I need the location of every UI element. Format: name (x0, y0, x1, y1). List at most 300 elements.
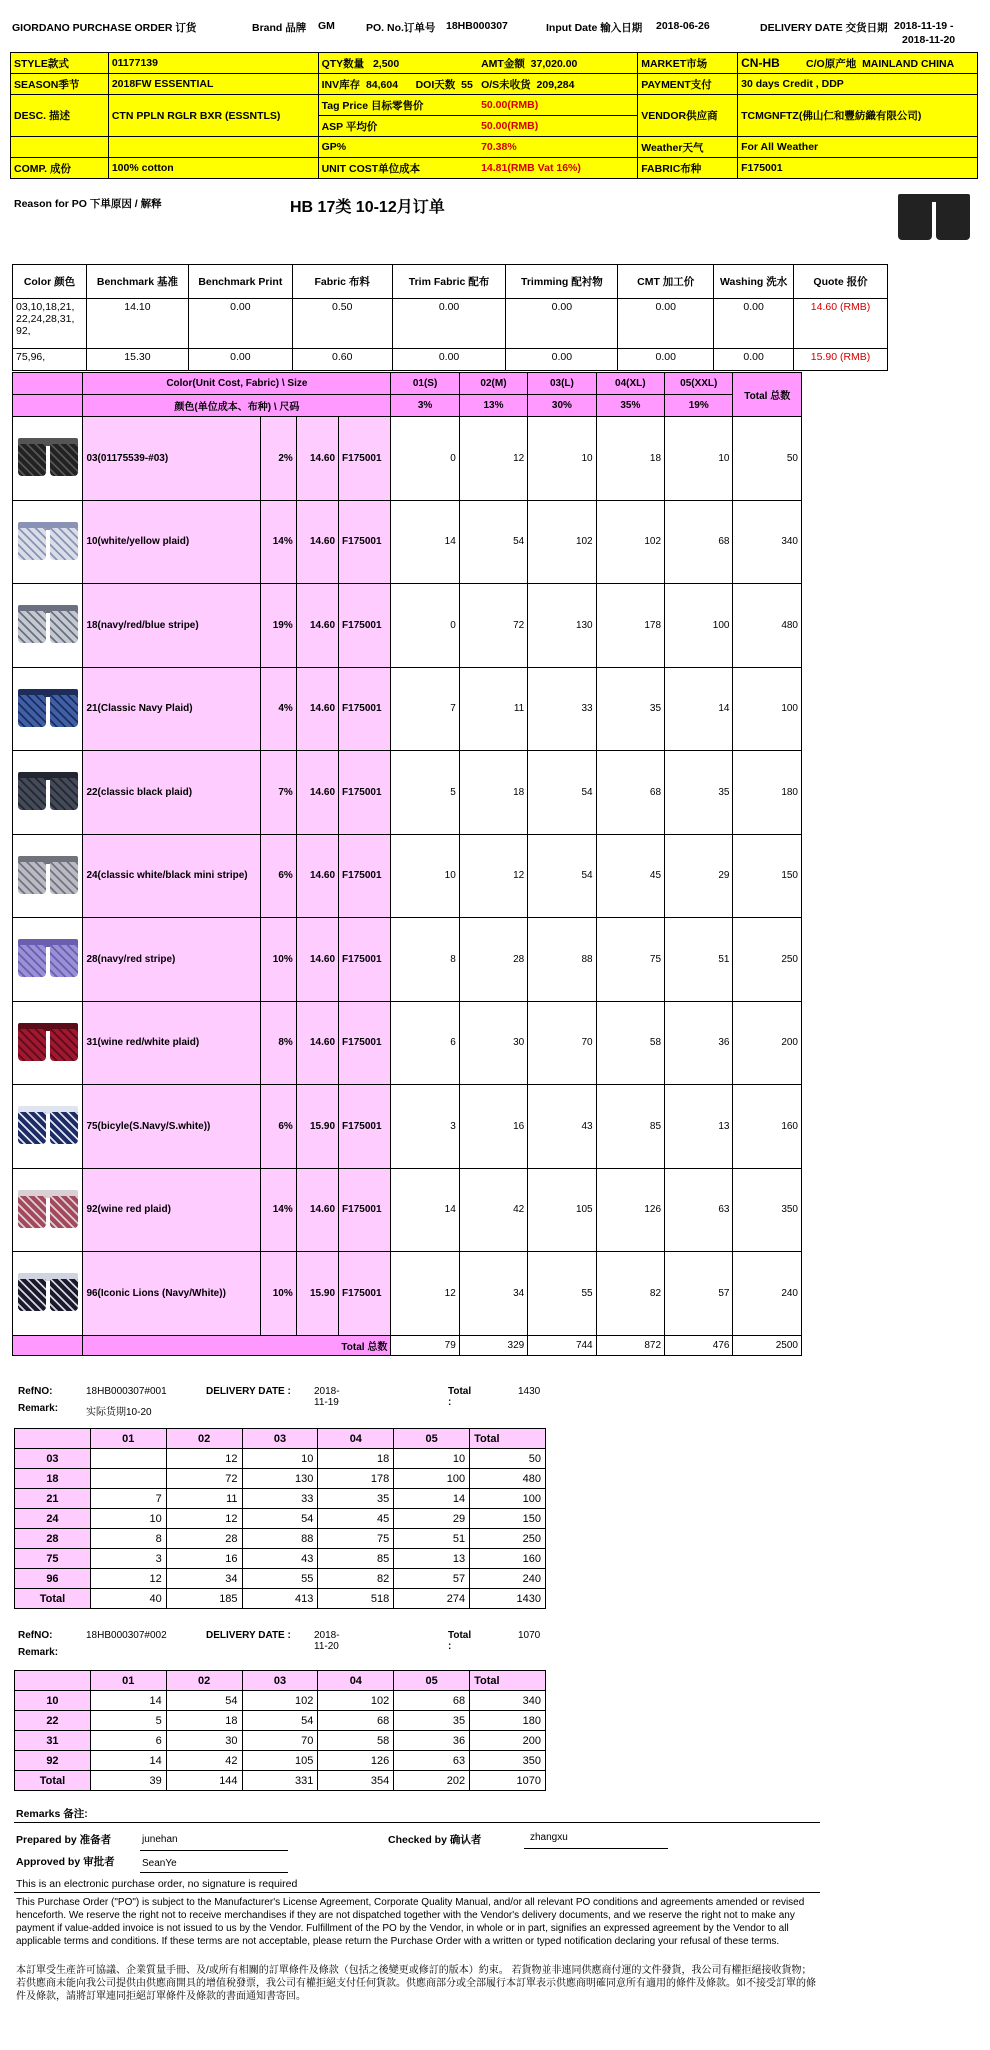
divider (14, 1822, 820, 1823)
delivery-qty: 126 (318, 1751, 394, 1771)
tag-price-value: 50.00(RMB) (478, 95, 638, 116)
delivery-qty: 54 (242, 1711, 318, 1731)
row-total: 340 (733, 500, 802, 584)
delivery-qty: 10 (242, 1449, 318, 1469)
delivery-header-cell (15, 1671, 91, 1691)
size-qty: 42 (459, 1168, 527, 1252)
size-05: 05(XXL) (665, 373, 733, 395)
order-title: HB 17类 10-12月订单 (290, 199, 445, 216)
total-value: 1430 (518, 1386, 541, 1397)
delivery-qty: 58 (318, 1731, 394, 1751)
product-thumbnail (13, 500, 83, 584)
unit-cost: 14.60 (296, 584, 338, 668)
size-qty: 8 (391, 918, 459, 1002)
delivery-qty: 10 (90, 1509, 166, 1529)
cost-header-cell: Color 颜色 (13, 265, 87, 299)
delivery-qty: 14 (90, 1751, 166, 1771)
cost-cell: 0.00 (618, 299, 714, 349)
season-label: SEASON季节 (11, 74, 109, 95)
delivery-qty: 54 (166, 1691, 242, 1711)
color-pct: 10% (260, 918, 296, 1002)
delivery-date-label: DELIVERY DATE : (206, 1386, 291, 1397)
delivery-qty: 480 (470, 1469, 546, 1489)
size-qty: 54 (528, 834, 596, 918)
size-qty: 54 (528, 751, 596, 835)
delivery-qty: 63 (394, 1751, 470, 1771)
product-thumbnail (13, 918, 83, 1002)
reason-label: Reason for PO 下単原因 / 解释 (14, 198, 162, 210)
delivery-header-cell: Total (470, 1429, 546, 1449)
desc-label: DESC. 描述 (11, 95, 109, 137)
tag-price-label: Tag Price 目标零售价 (318, 95, 478, 116)
cost-cell: 0.00 (618, 349, 714, 371)
delivery-row (15, 1691, 546, 1711)
delivery-header-cell: 03 (242, 1671, 318, 1691)
delivery-color-code: 75 (15, 1549, 91, 1569)
shorts-image (16, 852, 80, 900)
delivery-qty: 28 (166, 1529, 242, 1549)
thumb-header (13, 373, 83, 395)
delivery-row (15, 1549, 546, 1569)
delivery-qty: 7 (90, 1489, 166, 1509)
size-qty: 70 (528, 1001, 596, 1085)
row-total: 150 (733, 834, 802, 918)
size-qty: 85 (596, 1085, 664, 1169)
delivery-qty: 30 (166, 1731, 242, 1751)
total-label: Total : (448, 1386, 472, 1408)
size-pct-03: 30% (528, 395, 596, 417)
color-name: 28(navy/red stripe) (83, 918, 260, 1002)
color-row (13, 1085, 802, 1169)
product-image (896, 190, 972, 244)
ref-label: RefNO: (18, 1386, 53, 1397)
delivery-qty: 518 (318, 1589, 394, 1609)
color-name: 31(wine red/white plaid) (83, 1001, 260, 1085)
size-qty: 43 (528, 1085, 596, 1169)
delivery-row (15, 1731, 546, 1751)
delivery-color-code: 28 (15, 1529, 91, 1549)
fabric-code: F175001 (339, 751, 391, 835)
cost-cell: 0.00 (392, 349, 506, 371)
delivery-qty: 1070 (470, 1771, 546, 1791)
delivery-color-code: 21 (15, 1489, 91, 1509)
color-header-en: Color(Unit Cost, Fabric) \ Size (83, 373, 391, 395)
size-qty: 5 (391, 751, 459, 835)
size-qty: 126 (596, 1168, 664, 1252)
cost-cell: 0.00 (188, 349, 292, 371)
delivery-row (15, 1751, 546, 1771)
delivery-qty: 85 (318, 1549, 394, 1569)
size-qty: 35 (596, 667, 664, 751)
delivery-color-code: 18 (15, 1469, 91, 1489)
color-name: 24(classic white/black mini stripe) (83, 834, 260, 918)
delivery-qty: 185 (166, 1589, 242, 1609)
product-thumbnail (13, 667, 83, 751)
remark-label: Remark: (18, 1403, 59, 1414)
delivery-qty: 413 (242, 1589, 318, 1609)
delivery-qty: 240 (470, 1569, 546, 1589)
delivery-qty: 13 (394, 1549, 470, 1569)
delivery-color-code: 31 (15, 1731, 91, 1751)
size-qty: 82 (596, 1252, 664, 1336)
delivery-qty: 50 (470, 1449, 546, 1469)
remark-label: Remark: (18, 1647, 59, 1658)
delivery-qty: 354 (318, 1771, 394, 1791)
cost-header-cell: Fabric 布料 (292, 265, 392, 299)
input-date-label: Input Date 输入日期 (546, 22, 643, 34)
cost-cell: 0.00 (714, 299, 794, 349)
total-value: 1070 (518, 1630, 541, 1641)
delivery-row (15, 1589, 546, 1609)
fabric-code: F175001 (339, 500, 391, 584)
cost-cell: 0.00 (392, 299, 506, 349)
cost-cell: 14.60 (RMB) (794, 299, 888, 349)
shorts-image (16, 601, 80, 649)
size-qty: 102 (528, 500, 596, 584)
prepared-value: junehan (142, 1834, 178, 1845)
delivery-qty: 55 (242, 1569, 318, 1589)
delivery-qty: 54 (242, 1509, 318, 1529)
fabric-code: F175001 (339, 1168, 391, 1252)
product-thumbnail (13, 1168, 83, 1252)
product-thumbnail (13, 1085, 83, 1169)
divider (140, 1872, 288, 1873)
delivery-qty: 36 (394, 1731, 470, 1751)
unit-cost: 14.60 (296, 667, 338, 751)
size-qty: 10 (528, 417, 596, 501)
grand-total-01: 79 (391, 1335, 459, 1355)
size-qty: 88 (528, 918, 596, 1002)
delivery-header-cell: 04 (318, 1429, 394, 1449)
style-label: STYLE款式 (11, 53, 109, 74)
size-qty: 12 (459, 417, 527, 501)
color-row (13, 417, 802, 501)
delivery-qty: 82 (318, 1569, 394, 1589)
product-thumbnail (13, 417, 83, 501)
delivery-date: 2018-11-20 (314, 1630, 340, 1652)
delivery-qty: 33 (242, 1489, 318, 1509)
approved-label: Approved by 审批者 (16, 1856, 115, 1868)
color-pct: 6% (260, 834, 296, 918)
color-pct: 19% (260, 584, 296, 668)
brand-value: GM (318, 20, 335, 32)
delivery-row (15, 1509, 546, 1529)
delivery-header-cell: 01 (90, 1429, 166, 1449)
delivery-qty: 12 (166, 1509, 242, 1529)
size-qty: 178 (596, 584, 664, 668)
delivery-qty: 11 (166, 1489, 242, 1509)
ref-number: 18HB000307#001 (86, 1386, 167, 1397)
ref-label: RefNO: (18, 1630, 53, 1641)
unit-cost: 14.60 (296, 417, 338, 501)
cost-cell: 15.90 (RMB) (794, 349, 888, 371)
unit-cost: 15.90 (296, 1252, 338, 1336)
color-pct: 2% (260, 417, 296, 501)
unit-cost-label: UNIT COST单位成本 (318, 158, 478, 179)
size-qty: 130 (528, 584, 596, 668)
cost-header-row (13, 265, 888, 299)
delivery-qty: 39 (90, 1771, 166, 1791)
desc-value: CTN PPLN RGLR BXR (ESSNTLS) (108, 95, 318, 137)
size-pct-01: 3% (391, 395, 459, 417)
inv-value: 84,604 (365, 78, 399, 91)
cost-cell: 0.60 (292, 349, 392, 371)
delivery-header-cell: 01 (90, 1671, 166, 1691)
unit-cost-value: 14.81(RMB Vat 16%) (478, 158, 638, 179)
size-qty: 63 (665, 1168, 733, 1252)
cost-header-cell: Trim Fabric 配布 (392, 265, 506, 299)
size-qty: 36 (665, 1001, 733, 1085)
po-title: GIORDANO PURCHASE ORDER 订货 (12, 22, 197, 34)
total-header: Total 总数 (733, 373, 802, 417)
unit-cost: 14.60 (296, 1168, 338, 1252)
delivery-qty: 16 (166, 1549, 242, 1569)
delivery-qty: 250 (470, 1529, 546, 1549)
shorts-image (16, 434, 80, 482)
delivery-color-code: 22 (15, 1711, 91, 1731)
market-value: CN-HB (741, 55, 780, 70)
season-value: 2018FW ESSENTIAL (108, 74, 318, 95)
size-04: 04(XL) (596, 373, 664, 395)
delivery-qty: 88 (242, 1529, 318, 1549)
delivery-qty: 100 (394, 1469, 470, 1489)
delivery-qty: 3 (90, 1549, 166, 1569)
delivery-header-cell: 02 (166, 1429, 242, 1449)
remarks-label: Remarks 备注: (16, 1808, 88, 1820)
fabric-code: F175001 (339, 417, 391, 501)
delivery-qty: 202 (394, 1771, 470, 1791)
delivery-qty: 102 (318, 1691, 394, 1711)
size-qty: 14 (391, 500, 459, 584)
size-qty: 16 (459, 1085, 527, 1169)
size-pct-05: 19% (665, 395, 733, 417)
size-qty: 34 (459, 1252, 527, 1336)
delivery-qty: 180 (470, 1711, 546, 1731)
grand-total-04: 872 (596, 1335, 664, 1355)
gp-label: GP% (318, 137, 478, 158)
delivery-qty: 14 (90, 1691, 166, 1711)
color-name: 10(white/yellow plaid) (83, 500, 260, 584)
comp-label: COMP. 成份 (11, 158, 109, 179)
color-row (13, 1168, 802, 1252)
delivery-qty (90, 1469, 166, 1489)
delivery-qty: 5 (90, 1711, 166, 1731)
delivery-qty: 40 (90, 1589, 166, 1609)
delivery-color-code: 24 (15, 1509, 91, 1529)
size-qty: 102 (596, 500, 664, 584)
delivery-header-cell (15, 1429, 91, 1449)
size-02: 02(M) (459, 373, 527, 395)
grand-total-label: Total 总数 (83, 1335, 391, 1355)
delivery-date-end: 2018-11-20 (902, 34, 956, 46)
cost-breakdown-table (12, 264, 888, 371)
delivery-header-cell: 05 (394, 1671, 470, 1691)
row-total: 200 (733, 1001, 802, 1085)
size-qty: 14 (391, 1168, 459, 1252)
color-header-cn: 颜色(单位成本、布种) \ 尺码 (83, 395, 391, 417)
size-pct-02: 13% (459, 395, 527, 417)
unit-cost: 14.60 (296, 834, 338, 918)
delivery-date-start: 2018-11-19 - (894, 20, 954, 32)
color-row (13, 667, 802, 751)
market-label: MARKET市场 (638, 53, 738, 74)
product-thumbnail (13, 584, 83, 668)
color-pct: 7% (260, 751, 296, 835)
size-qty: 0 (391, 417, 459, 501)
product-thumbnail (13, 751, 83, 835)
grand-total: 2500 (733, 1335, 802, 1355)
cost-color-codes: 75,96, (13, 349, 87, 371)
size-qty: 29 (665, 834, 733, 918)
unit-cost: 14.60 (296, 1001, 338, 1085)
color-pct: 8% (260, 1001, 296, 1085)
product-thumbnail (13, 834, 83, 918)
qty-value: 2,500 (372, 57, 400, 70)
cost-cell: 14.10 (86, 299, 188, 349)
gp-value: 70.38% (478, 137, 638, 158)
delivery-qty: 68 (318, 1711, 394, 1731)
row-total: 160 (733, 1085, 802, 1169)
os-value: 209,284 (536, 78, 575, 91)
delivery-header-row (15, 1671, 546, 1691)
delivery-qty: 70 (242, 1731, 318, 1751)
delivery-qty: 10 (394, 1449, 470, 1469)
po-info-table (10, 52, 978, 179)
asp-value: 50.00(RMB) (478, 116, 638, 137)
delivery-qty: 350 (470, 1751, 546, 1771)
color-name: 96(Iconic Lions (Navy/White)) (83, 1252, 260, 1336)
cost-header-cell: Washing 洗水 (714, 265, 794, 299)
qty-label: QTY数量 (321, 57, 365, 70)
cost-color-codes: 03,10,18,21, 22,24,28,31, 92, (13, 299, 87, 349)
total-label: Total : (448, 1630, 472, 1652)
delivery-qty: 274 (394, 1589, 470, 1609)
delivery-qty: 51 (394, 1529, 470, 1549)
co-label: C/O原产地 (806, 57, 857, 70)
row-total: 240 (733, 1252, 802, 1336)
cost-cell: 0.00 (506, 299, 618, 349)
delivery-row (15, 1489, 546, 1509)
color-pct: 14% (260, 1168, 296, 1252)
delivery-qty: 150 (470, 1509, 546, 1529)
size-qty: 58 (596, 1001, 664, 1085)
row-total: 50 (733, 417, 802, 501)
grand-total-03: 744 (528, 1335, 596, 1355)
color-row (13, 1252, 802, 1336)
cost-row (13, 299, 888, 349)
brand-label: Brand 品牌 (252, 22, 307, 34)
delivery2-table (14, 1670, 546, 1791)
delivery-color-code: Total (15, 1771, 91, 1791)
delivery-qty: 18 (166, 1711, 242, 1731)
unit-cost: 15.90 (296, 1085, 338, 1169)
size-qty: 68 (665, 500, 733, 584)
delivery-row (15, 1529, 546, 1549)
shorts-image (16, 1269, 80, 1317)
delivery-qty: 75 (318, 1529, 394, 1549)
legal-english: This Purchase Order ("PO") is subject to the Manufacturer's License Agreement, Corporate Quality Manual, and/or all relevant PO conditions and agreements amended or revised henceforth. We reserve the right not to receive merchandises if they are not dispatched together with the Vendor's delivery documents, and we reserve the right not to make any payment if value-added invoice is not issued to us by the Vendor. Fulfillment of the PO by the Vendor, in whole or in part, signifies an expressed agreement by the Vendor to all applicable terms and conditions. If these terms are not acceptable, please return the Purchase Order with a written or typed notification declaring your refusal of these terms. (16, 1897, 805, 1947)
delivery-qty: 100 (470, 1489, 546, 1509)
delivery-qty: 45 (318, 1509, 394, 1529)
delivery-qty: 43 (242, 1549, 318, 1569)
size-qty: 33 (528, 667, 596, 751)
cost-cell: 0.00 (714, 349, 794, 371)
delivery-qty: 34 (166, 1569, 242, 1589)
doi-value: 55 (461, 78, 473, 91)
fabric-code: F175001 (339, 584, 391, 668)
size-color-table (12, 372, 802, 1356)
size-qty: 30 (459, 1001, 527, 1085)
color-pct: 6% (260, 1085, 296, 1169)
payment-value: 30 days Credit , DDP (738, 74, 978, 95)
product-thumbnail (13, 1252, 83, 1336)
row-total: 350 (733, 1168, 802, 1252)
comp-value: 100% cotton (108, 158, 318, 179)
size-qty: 68 (596, 751, 664, 835)
delivery1-table (14, 1428, 546, 1609)
fabric-code: F175001 (339, 667, 391, 751)
delivery-color-code: 96 (15, 1569, 91, 1589)
cost-row (13, 349, 888, 371)
cost-cell: 15.30 (86, 349, 188, 371)
delivery-row (15, 1469, 546, 1489)
size-qty: 55 (528, 1252, 596, 1336)
color-pct: 14% (260, 500, 296, 584)
po-number: 18HB000307 (446, 20, 508, 32)
cost-header-cell: Benchmark 基准 (86, 265, 188, 299)
color-row (13, 500, 802, 584)
shorts-image (16, 1019, 80, 1067)
inv-label: INV库存 (321, 78, 361, 91)
delivery-qty: 178 (318, 1469, 394, 1489)
size-qty: 6 (391, 1001, 459, 1085)
legal-chinese: 本訂單受生產許可協議、企業質量手冊、及/或所有相關的訂單條件及條款（包括之後變更或修訂的版本）約束。 若貨物並非連同供應商付運的文件發貨，我公司有權拒絕接收貨物；若供應商未能向我公司提供由供應商開具的增值稅發票，我公司有權拒絕支付任何貨款。供應商部分或全部履行本訂單表示供應商明確同意所有適用的條件及條款。如不接受訂單的條件及條款，請將訂單連同拒絕訂單條件及條款的書面通知書寄回。 (16, 1965, 816, 2002)
delivery-qty: 35 (318, 1489, 394, 1509)
input-date: 2018-06-26 (656, 20, 710, 32)
delivery-date: 2018-11-19 (314, 1386, 340, 1408)
color-name: 03(01175539-#03) (83, 417, 260, 501)
delivery-qty: 35 (394, 1711, 470, 1731)
ref-number: 18HB000307#002 (86, 1630, 167, 1641)
cost-header-cell: Trimming 配衬物 (506, 265, 618, 299)
color-name: 92(wine red plaid) (83, 1168, 260, 1252)
delivery-qty: 331 (242, 1771, 318, 1791)
size-qty: 57 (665, 1252, 733, 1336)
fabric-value: F175001 (738, 158, 978, 179)
delivery-qty: 102 (242, 1691, 318, 1711)
shorts-image (16, 518, 80, 566)
size-qty: 100 (665, 584, 733, 668)
color-row (13, 1001, 802, 1085)
color-name: 18(navy/red/blue stripe) (83, 584, 260, 668)
row-total: 480 (733, 584, 802, 668)
vendor-value: TCMGNFTZ(佛山仁和豐紡織有限公司) (738, 95, 978, 137)
row-total: 250 (733, 918, 802, 1002)
os-label: O/S未收货 (481, 78, 531, 91)
size-qty: 7 (391, 667, 459, 751)
size-01: 01(S) (391, 373, 459, 395)
style-value: 01177139 (108, 53, 318, 74)
delivery-row (15, 1711, 546, 1731)
shorts-image (16, 768, 80, 816)
approved-value: SeanYe (142, 1858, 177, 1869)
size-qty: 18 (459, 751, 527, 835)
delivery-color-code: 03 (15, 1449, 91, 1469)
divider (524, 1848, 668, 1849)
size-qty: 14 (665, 667, 733, 751)
amt-label: AMT金额 (481, 57, 525, 70)
size-qty: 72 (459, 584, 527, 668)
